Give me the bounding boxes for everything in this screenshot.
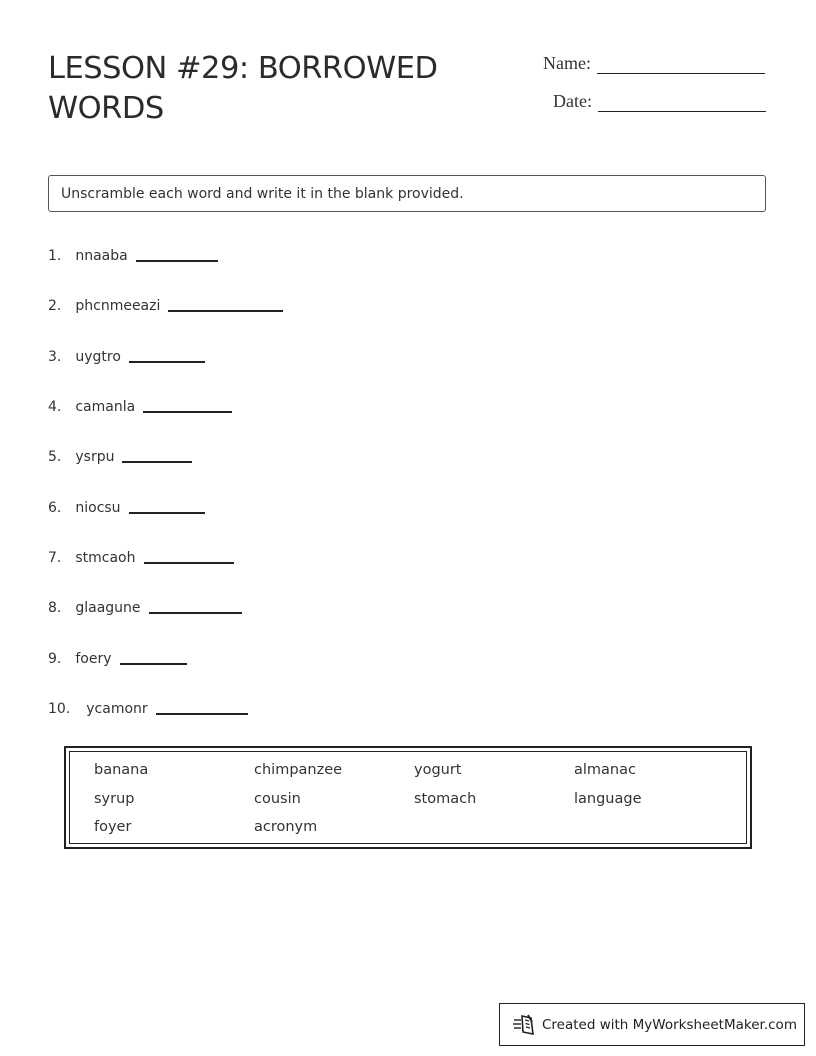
date-line (598, 91, 766, 112)
name-label: Name: (543, 53, 591, 73)
question-number: 3. (48, 349, 62, 365)
answer-blank (120, 663, 187, 665)
myworksheetmaker-logo-icon (512, 1013, 536, 1037)
scrambled-word: niocsu (75, 500, 121, 516)
scrambled-word: stmcaoh (75, 550, 136, 566)
answer-blank (136, 260, 218, 262)
word-bank-item: banana (94, 762, 149, 778)
scrambled-word: nnaaba (75, 248, 128, 264)
name-field (543, 53, 765, 74)
question-item (48, 393, 232, 415)
word-bank-inner-border (69, 751, 747, 844)
word-bank-item: language (574, 791, 642, 807)
answer-blank (122, 461, 192, 463)
scrambled-word: ysrpu (75, 449, 115, 465)
question-item (48, 242, 218, 264)
word-bank-item: chimpanzee (254, 762, 343, 778)
footer-text: Created with MyWorksheetMaker.com (542, 1016, 797, 1033)
word-bank-item: stomach (414, 791, 477, 807)
scrambled-word: glaagune (75, 600, 141, 616)
word-bank-item: yogurt (414, 762, 462, 778)
answer-blank (129, 512, 205, 514)
question-number: 4. (48, 399, 62, 415)
instructions-box: Unscramble each word and write it in the blank provided. (48, 175, 766, 212)
question-number: 5. (48, 449, 62, 465)
question-number: 2. (48, 298, 62, 314)
question-number: 9. (48, 651, 62, 667)
question-number: 8. (48, 600, 62, 616)
word-bank-item: syrup (94, 791, 135, 807)
answer-blank (144, 562, 234, 564)
word-bank-item: almanac (574, 762, 636, 778)
question-item (48, 645, 187, 667)
scrambled-word: phcnmeeazi (75, 298, 161, 314)
question-item (48, 594, 242, 616)
footer-badge[interactable] (499, 1003, 805, 1046)
page-title: LESSON #29: BORROWED WORDS (48, 51, 438, 126)
name-line (597, 53, 765, 74)
word-bank (64, 746, 752, 849)
date-field (553, 91, 766, 112)
question-number: 1. (48, 248, 62, 264)
question-item (48, 695, 248, 717)
scrambled-word: ycamonr (86, 701, 148, 717)
scrambled-word: foery (75, 651, 112, 667)
question-item (48, 292, 283, 314)
question-item (48, 544, 234, 566)
answer-blank (129, 361, 205, 363)
question-item (48, 343, 205, 365)
date-label: Date: (553, 91, 592, 111)
question-number: 6. (48, 500, 62, 516)
word-bank-item: acronym (254, 819, 318, 835)
question-item (48, 494, 205, 516)
answer-blank (149, 612, 242, 614)
word-bank-item: foyer (94, 819, 132, 835)
scrambled-word: uygtro (75, 349, 121, 365)
answer-blank (156, 713, 248, 715)
answer-blank (168, 310, 283, 312)
answer-blank (143, 411, 232, 413)
scrambled-word: camanla (75, 399, 136, 415)
question-number: 10. (48, 701, 71, 717)
word-bank-item: cousin (254, 791, 301, 807)
question-item (48, 443, 192, 465)
question-number: 7. (48, 550, 62, 566)
